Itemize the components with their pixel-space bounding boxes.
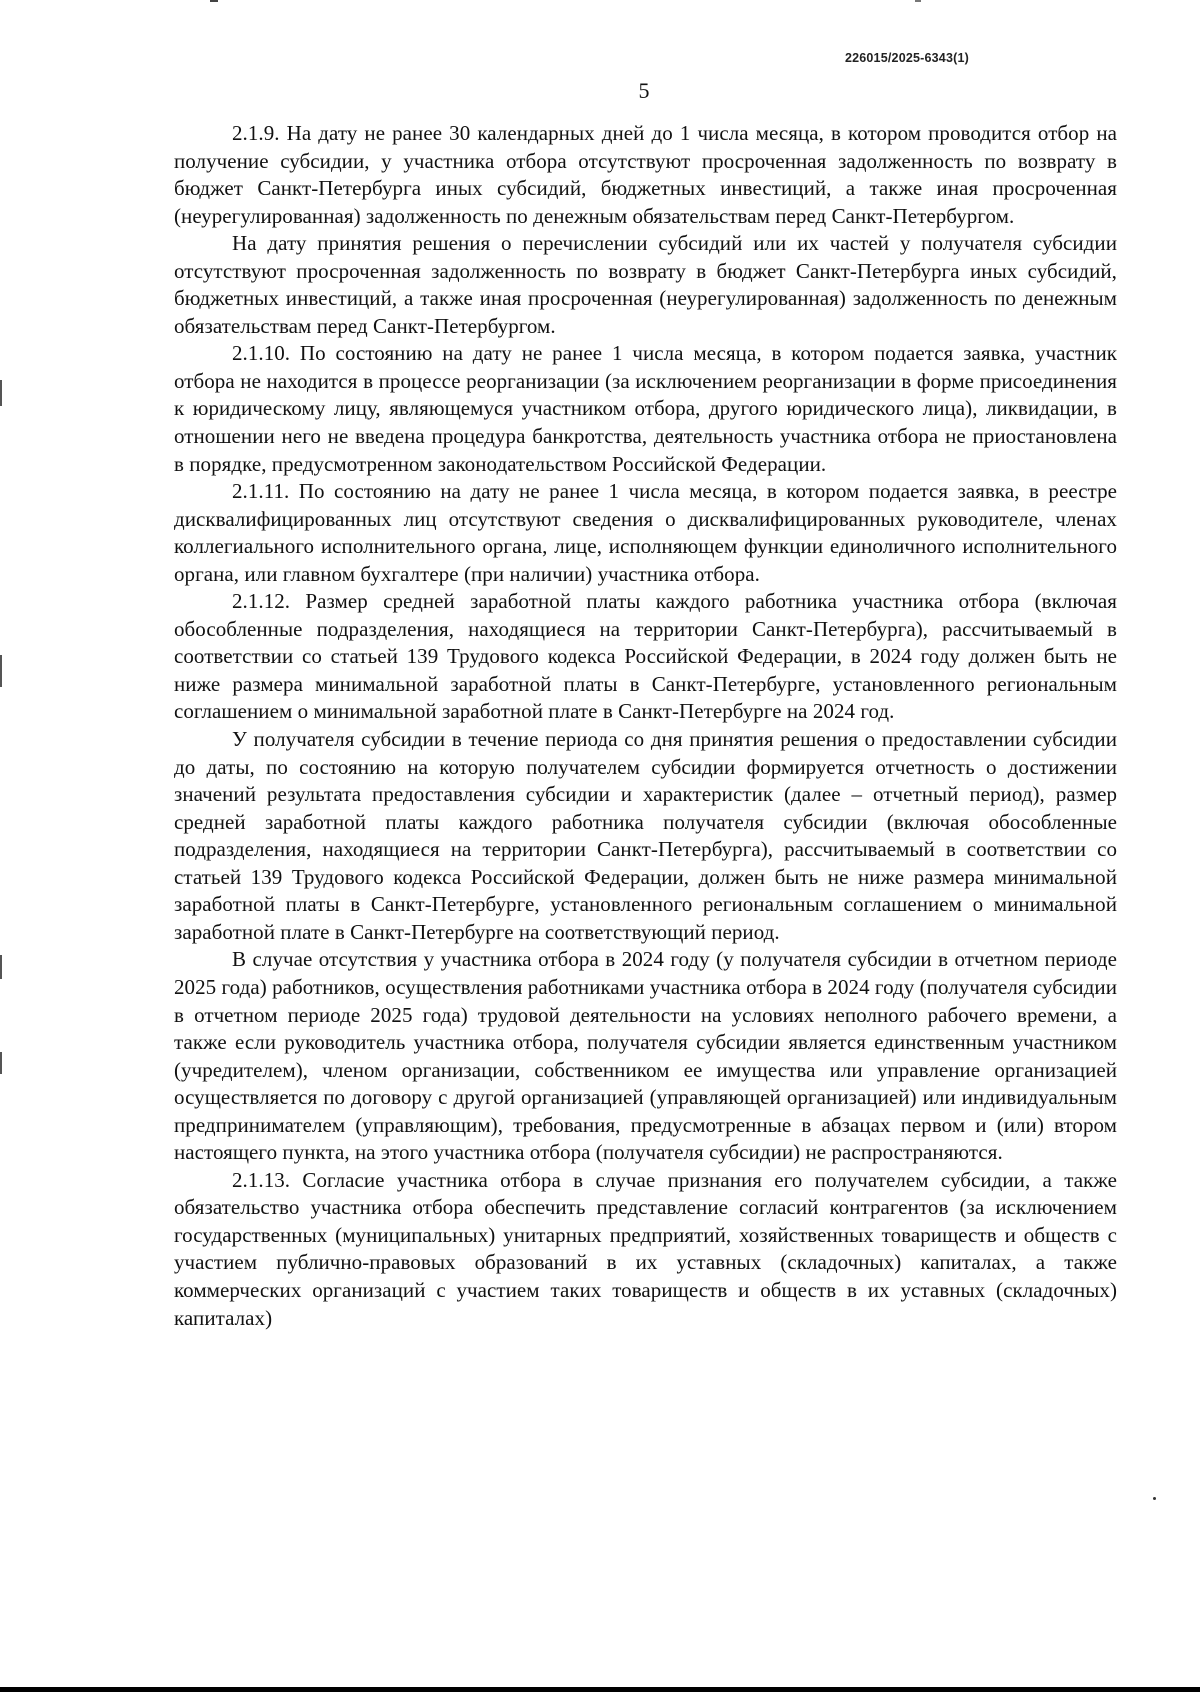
scan-artifact — [1153, 1497, 1156, 1500]
scan-artifact — [915, 0, 921, 2]
document-body — [174, 120, 1117, 1332]
scan-artifact — [0, 655, 2, 687]
scan-artifact — [0, 1052, 2, 1074]
scan-artifact — [0, 955, 2, 979]
paragraph: 2.1.10. По состоянию на дату не ранее 1 числа месяца, в котором подается заявка, участник отбора не находится в процессе реорганизации (за исключением реорганизации в форме присоединения к юридическому лицу, являющемуся участником отбора, другого юридического лица), ликвидации, в отношении него не введена процедура банкротства, деятельность участника отбора не приостановлена в порядке, предусмотренном законодательством Российской Федерации. — [174, 341, 1117, 476]
scan-artifact — [210, 0, 218, 2]
paragraph: 2.1.13. Согласие участника отбора в случае признания его получателем субсидии, а также обязательство участника отбора обеспечить представление согласий контрагентов (за исключением государственных (муниципальных) унитарных предприятий, хозяйственных товариществ и обществ с участием публично-правовых образований в их уставных (складочных) капиталах, а также коммерческих организаций с участием таких товариществ и обществ в их уставных (складочных) капиталах) — [174, 1167, 1117, 1330]
paragraph: У получателя субсидии в течение периода со дня принятия решения о предоставлении субсидии до даты, по состоянию на которую получателем субсидии формируется отчетность о достижении значений результата предоставления субсидии и характеристик (далее – отчетный период), размер средней заработной платы каждого работника получателя субсидии (включая обособленные подразделения, находящиеся на территории Санкт-Петербурга), рассчитываемый в соответствии со статьей 139 Трудового кодекса Российской Федерации, должен быть не ниже размера минимальной заработной платы в Санкт-Петербурге, установленного региональным соглашением о минимальной заработной плате в Санкт-Петербурге на соответствующий период. — [174, 727, 1117, 944]
paragraph: На дату принятия решения о перечислении субсидий или их частей у получателя субсидии отсутствуют просроченная задолженность по возврату в бюджет Санкт-Петербурга иных субсидий, бюджетных инвестиций, а также иная просроченная (неурегулированная) задолженность по денежным обязательствам перед Санкт-Петербургом. — [174, 231, 1117, 338]
scan-artifact — [0, 380, 2, 406]
paragraph: 2.1.9. На дату не ранее 30 календарных дней до 1 числа месяца, в котором проводится отбор на получение субсидии, у участника отбора отсутствуют просроченная задолженность по возврату в бюджет Санкт-Петербурга иных субсидий, бюджетных инвестиций, а также иная просроченная (неурегулированная) задолженность по денежным обязательствам перед Санкт-Петербургом. — [174, 121, 1117, 228]
page-number: 5 — [638, 78, 650, 103]
scan-artifact — [0, 1687, 1200, 1692]
paragraph: 2.1.11. По состоянию на дату не ранее 1 числа месяца, в котором подается заявка, в реестре дисквалифицированных лиц отсутствуют сведения о дисквалифицированных руководителе, членах коллегиального исполнительного органа, лице, исполняющем функции единоличного исполнительного органа, или главном бухгалтере (при наличии) участника отбора. — [174, 479, 1117, 586]
document-number: 226015/2025-6343(1) — [844, 51, 969, 65]
paragraph: 2.1.12. Размер средней заработной платы каждого работника участника отбора (включая обособленные подразделения, находящиеся на территории Санкт-Петербурга), рассчитываемый в соответствии со статьей 139 Трудового кодекса Российской Федерации, в 2024 году должен быть не ниже размера минимальной заработной платы в Санкт-Петербурге, установленного региональным соглашением о минимальной заработной плате в Санкт-Петербурге на 2024 год. — [174, 589, 1117, 724]
paragraph: В случае отсутствия у участника отбора в 2024 году (у получателя субсидии в отчетном периоде 2025 года) работников, осуществления работниками участника отбора в 2024 году (получателя субсидии в отчетном периоде 2025 года) трудовой деятельности на условиях неполного рабочего времени, а также если руководитель участника отбора, получателя субсидии является единственным участником (учредителем), членом организации, собственником ее имущества или управление организацией осуществляется по договору с другой организацией (управляющей организацией) или индивидуальным предпринимателем (управляющим), требования, предусмотренные в абзацах первом и (или) втором настоящего пункта, на этого участника отбора (получателя субсидии) не распространяются. — [174, 947, 1117, 1165]
